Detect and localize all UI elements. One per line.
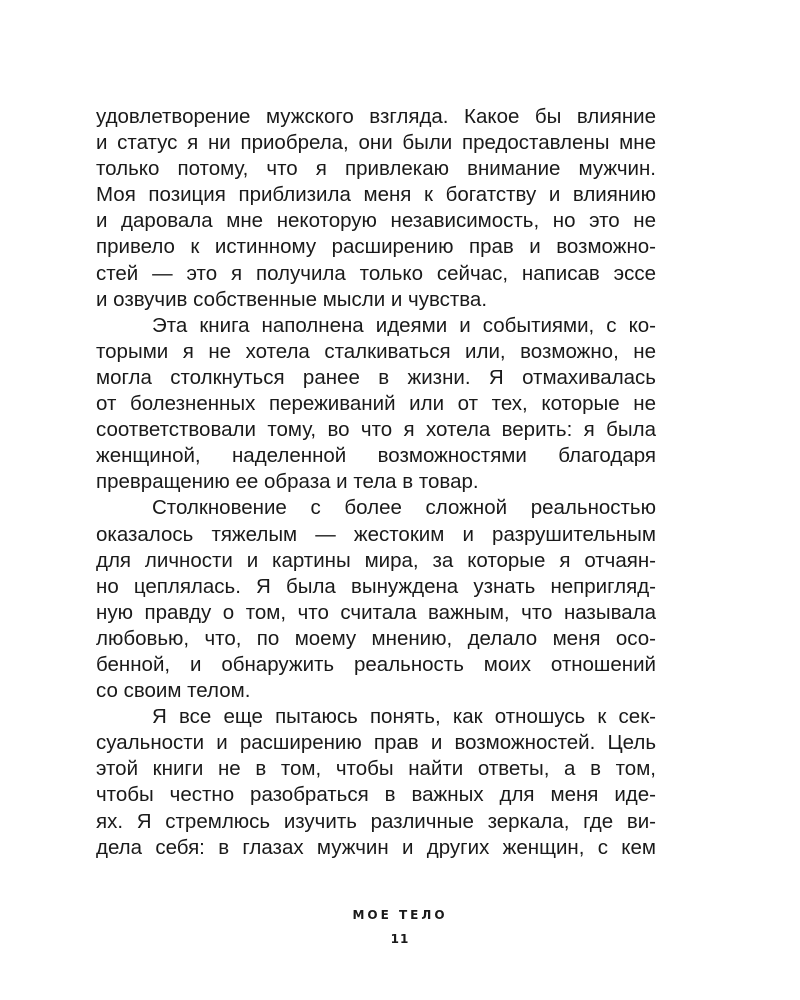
text-line: торыми я не хотела сталкиваться или, возможно, не — [96, 339, 656, 363]
text-line: удовлетворение мужского взгляда. Какое бы влияние — [96, 105, 656, 128]
text-line: могла столкнуться ранее в жизни. Я отмахивалась — [96, 365, 656, 389]
text-line: от болезненных переживаний или от тех, которые не — [96, 392, 656, 416]
text-line: этой книги не в том, чтобы найти ответы, а в том, — [96, 757, 656, 781]
text-line: любовью, что, по моему мнению, делало меня осо- — [96, 626, 656, 650]
text-line: ную правду о том, что считала важным, что называла — [96, 600, 656, 624]
page-body-text — [96, 104, 656, 861]
text-line: но цеплялась. Я была вынуждена узнать непригляд- — [96, 574, 656, 598]
text-line: и озвучив собственные мысли и чувства. — [96, 287, 488, 311]
text-line: для личности и картины мира, за которые я отчаян- — [96, 548, 656, 572]
text-line: соответствовали тому, во что я хотела верить: я была — [96, 418, 656, 442]
text-line: дела себя: в глазах мужчин и других женщин, с кем — [96, 835, 656, 859]
text-line: и статус я ни приобрела, они были предоставлены мне — [96, 131, 656, 155]
text-line: привело к истинному расширению прав и возможно- — [96, 235, 656, 259]
text-line: со своим телом. — [96, 679, 251, 703]
text-line: превращению ее образа и тела в товар. — [96, 470, 479, 494]
text-line: суальности и расширению прав и возможностей. Цель — [96, 731, 656, 755]
text-line: женщиной, наделенной возможностями благодаря — [96, 444, 656, 468]
text-line: Я все еще пытаюсь понять, как отношусь к сек- — [152, 705, 656, 729]
text-line: только потому, что я привлекаю внимание мужчин. — [96, 157, 656, 181]
text-line: оказалось тяжелым — жестоким и разрушительным — [96, 522, 656, 546]
text-line: чтобы честно разобраться в важных для меня иде- — [96, 783, 656, 807]
text-line: Эта книга наполнена идеями и событиями, с ко- — [152, 313, 656, 337]
running-title: МОЕ ТЕЛО — [352, 908, 448, 922]
text-line: бенной, и обнаружить реальность моих отношений — [96, 652, 656, 676]
text-line: стей — это я получила только сейчас, написав эссе — [96, 261, 656, 285]
text-line: Столкновение с более сложной реальностью — [152, 496, 656, 520]
page-number: 11 — [390, 932, 410, 946]
text-line: Моя позиция приблизила меня к богатству и влиянию — [96, 183, 656, 207]
text-line: ях. Я стремлюсь изучить различные зеркала, где ви- — [96, 809, 656, 833]
text-line: и даровала мне некоторую независимость, но это не — [96, 209, 656, 233]
